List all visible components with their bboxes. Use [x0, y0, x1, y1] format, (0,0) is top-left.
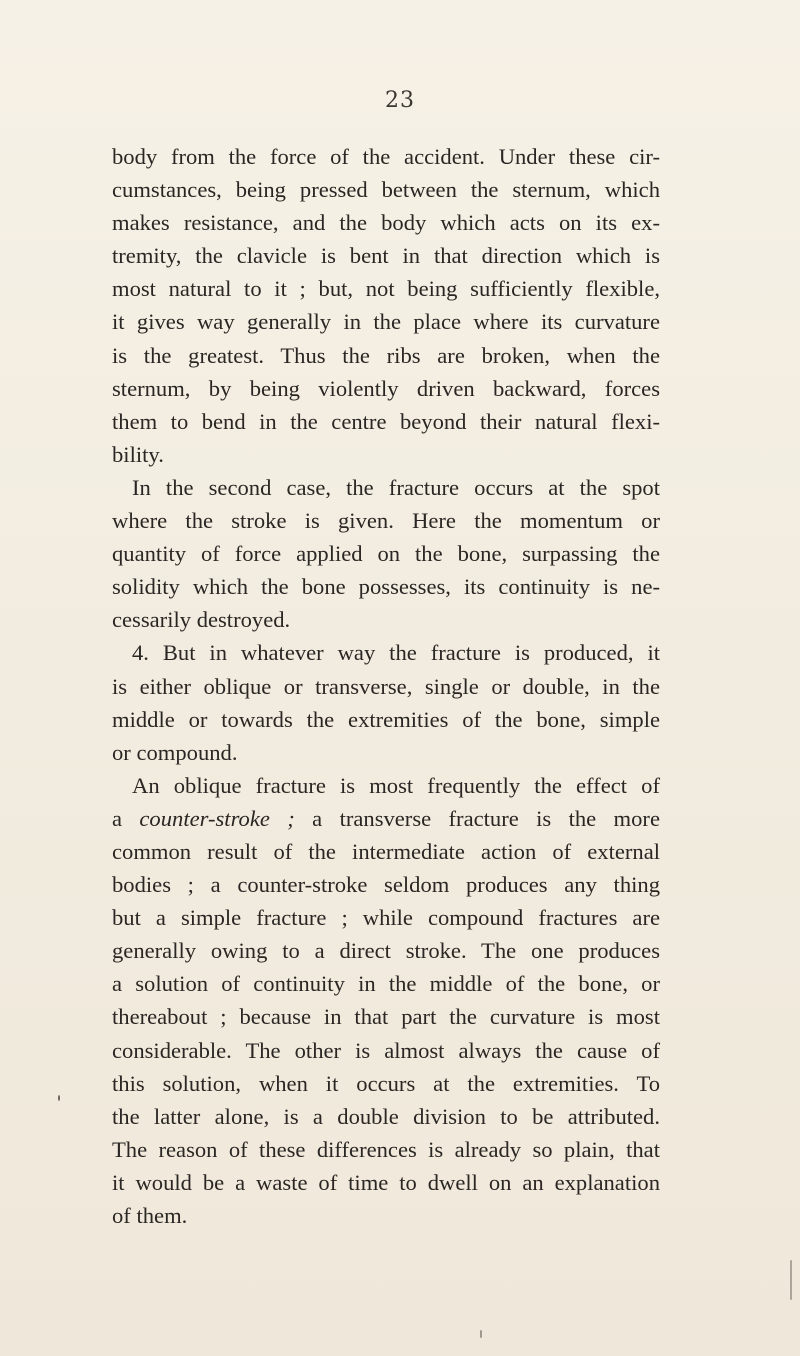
body-text [112, 140, 660, 1232]
text-line: the latter alone, is a double division to be attributed. [112, 1103, 660, 1129]
text-line: cumstances, being pressed between the sternum, which [112, 177, 660, 203]
text-line: The reason of these differences is already so plain, that [112, 1136, 660, 1162]
text-line: bodies ; a counter-stroke seldom produces any thing [112, 872, 660, 898]
text-line: In the second case, the fracture occurs at the spot [132, 474, 660, 500]
paper-speck [480, 1330, 482, 1338]
text-line: makes resistance, and the body which acts on its ex- [112, 210, 660, 236]
text-line: it would be a waste of time to dwell on an explanation [112, 1169, 660, 1195]
text-line: sternum, by being violently driven backward, forces [112, 375, 660, 401]
text-line: 4. But in whatever way the fracture is produced, it [132, 640, 660, 666]
text-line: a solution of continuity in the middle of the bone, or [112, 971, 660, 997]
text-line: or compound. [112, 739, 238, 765]
text-line: body from the force of the accident. Under these cir- [112, 144, 660, 169]
text-line: but a simple fracture ; while compound fractures are [112, 905, 660, 931]
text-line: considerable. The other is almost always the cause of [112, 1037, 660, 1063]
text-line: this solution, when it occurs at the extremities. To [112, 1070, 660, 1096]
text-line: solidity which the bone possesses, its continuity is ne- [112, 574, 660, 600]
text-line: it gives way generally in the place where its curvature [112, 309, 660, 335]
text-line: common result of the intermediate action of external [112, 838, 660, 864]
text-line: thereabout ; because in that part the curvature is most [112, 1004, 660, 1030]
text-line: is the greatest. Thus the ribs are broken, when the [112, 342, 660, 368]
text-line: generally owing to a direct stroke. The one produces [112, 938, 660, 964]
text-line: An oblique fracture is most frequently the effect of [132, 772, 660, 798]
text-line: is either oblique or transverse, single or double, in the [112, 673, 660, 699]
text-line: them to bend in the centre beyond their natural flexi- [112, 408, 660, 434]
paper-speck [58, 1095, 60, 1101]
page-number: 23 [385, 88, 415, 113]
text-line: where the stroke is given. Here the momentum or [112, 508, 660, 534]
text-line: a counter-stroke ; a transverse fracture is the more [112, 805, 660, 831]
text-line: quantity of force applied on the bone, surpassing the [112, 541, 660, 567]
paper-speck [790, 1260, 792, 1300]
text-line: bility. [112, 441, 164, 467]
text-line: tremity, the clavicle is bent in that direction which is [112, 243, 660, 269]
text-line: middle or towards the extremities of the bone, simple [112, 706, 660, 732]
italic-term: counter-stroke ; [139, 805, 295, 831]
text-line: cessarily destroyed. [112, 607, 291, 633]
text-line: of them. [112, 1203, 188, 1228]
text-line: most natural to it ; but, not being sufficiently flexible, [112, 276, 660, 302]
